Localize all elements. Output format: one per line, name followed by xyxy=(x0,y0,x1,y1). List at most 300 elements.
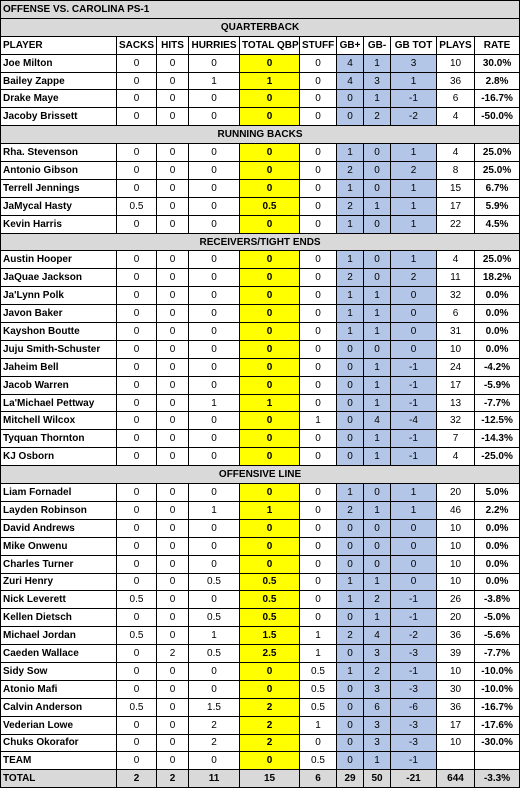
stuff-cell: 0 xyxy=(300,448,337,466)
hits-cell: 0 xyxy=(157,555,189,573)
gb-plus-cell: 2 xyxy=(337,197,364,215)
table-row xyxy=(1,555,520,573)
total-qbp-cell: 0 xyxy=(240,519,300,537)
hits-cell: 0 xyxy=(157,519,189,537)
gb-plus-cell: 1 xyxy=(337,179,364,197)
total-qbp-cell: TOTAL QBP xyxy=(240,36,300,54)
total-qbp-cell: 0 xyxy=(240,448,300,466)
rate-cell: -25.0% xyxy=(475,448,520,466)
player-cell: JaQuae Jackson xyxy=(1,269,117,287)
gb-plus-cell: 1 xyxy=(337,251,364,269)
hits-cell: 0 xyxy=(157,54,189,72)
gb-minus-cell: 4 xyxy=(364,412,391,430)
stuff-cell: 0 xyxy=(300,537,337,555)
hits-cell: 0 xyxy=(157,501,189,519)
gb-plus-cell: 0 xyxy=(337,394,364,412)
stuff-cell: 0 xyxy=(300,305,337,323)
plays-cell: 7 xyxy=(437,430,475,448)
gb-plus-cell: 2 xyxy=(337,627,364,645)
hurries-cell: 0 xyxy=(189,144,240,162)
gb-plus-cell: 1 xyxy=(337,144,364,162)
gb-minus-cell: 2 xyxy=(364,108,391,126)
stuff-cell: 0 xyxy=(300,430,337,448)
stuff-cell: 0.5 xyxy=(300,680,337,698)
sacks-cell: 0.5 xyxy=(117,627,157,645)
gb-minus-cell: 0 xyxy=(364,537,391,555)
sacks-cell: 0 xyxy=(117,716,157,734)
plays-cell: 30 xyxy=(437,680,475,698)
gb-minus-cell: 1 xyxy=(364,501,391,519)
gb-minus-cell: 1 xyxy=(364,54,391,72)
plays-cell: 20 xyxy=(437,609,475,627)
hits-cell: 0 xyxy=(157,412,189,430)
hits-cell: 0 xyxy=(157,305,189,323)
player-cell: JaMycal Hasty xyxy=(1,197,117,215)
total-qbp-cell: 1 xyxy=(240,72,300,90)
plays-cell: 10 xyxy=(437,519,475,537)
sacks-cell: 0 xyxy=(117,162,157,180)
gb-minus-cell: 3 xyxy=(364,645,391,663)
plays-cell: 32 xyxy=(437,412,475,430)
hits-cell: 0 xyxy=(157,287,189,305)
plays-cell: 10 xyxy=(437,340,475,358)
table-row xyxy=(1,144,520,162)
plays-cell: 32 xyxy=(437,287,475,305)
hurries-cell: 2 xyxy=(189,734,240,752)
sacks-cell: 0 xyxy=(117,519,157,537)
rate-cell: 4.5% xyxy=(475,215,520,233)
player-cell: Bailey Zappe xyxy=(1,72,117,90)
table-row xyxy=(1,680,520,698)
hits-cell: 0 xyxy=(157,537,189,555)
stuff-cell: 0 xyxy=(300,358,337,376)
hurries-cell: 1.5 xyxy=(189,698,240,716)
total-qbp-cell: 0 xyxy=(240,340,300,358)
rate-cell: 0.0% xyxy=(475,323,520,341)
rate-cell: -7.7% xyxy=(475,645,520,663)
gb-minus-cell: 3 xyxy=(364,680,391,698)
rate-cell: -17.6% xyxy=(475,716,520,734)
hits-cell: 2 xyxy=(157,770,189,788)
gb-minus-cell: 0 xyxy=(364,144,391,162)
table-row xyxy=(1,179,520,197)
table-row xyxy=(1,645,520,663)
total-qbp-cell: 0 xyxy=(240,305,300,323)
player-cell: TOTAL xyxy=(1,770,117,788)
total-qbp-cell: 1.5 xyxy=(240,627,300,645)
gb-plus-cell: 1 xyxy=(337,323,364,341)
hurries-cell: 0 xyxy=(189,430,240,448)
sacks-cell: 0 xyxy=(117,54,157,72)
sacks-cell: 0 xyxy=(117,448,157,466)
plays-cell: 39 xyxy=(437,645,475,663)
gb-plus-cell: 0 xyxy=(337,519,364,537)
hits-cell: 0 xyxy=(157,609,189,627)
sacks-cell: 0 xyxy=(117,662,157,680)
player-cell: Chuks Okorafor xyxy=(1,734,117,752)
rate-cell: 30.0% xyxy=(475,54,520,72)
gb-tot-cell: -1 xyxy=(391,430,437,448)
player-cell: Kevin Harris xyxy=(1,215,117,233)
table-row xyxy=(1,627,520,645)
gb-tot-cell: 1 xyxy=(391,72,437,90)
hurries-cell: 0.5 xyxy=(189,573,240,591)
section-title: RECEIVERS/TIGHT ENDS xyxy=(1,233,520,251)
gb-tot-cell: -1 xyxy=(391,609,437,627)
column-header-row xyxy=(1,36,520,54)
hurries-cell: 0 xyxy=(189,323,240,341)
sacks-cell: 0 xyxy=(117,269,157,287)
gb-plus-cell: 0 xyxy=(337,609,364,627)
sacks-cell: 0 xyxy=(117,680,157,698)
plays-cell: 31 xyxy=(437,323,475,341)
player-cell: Jacob Warren xyxy=(1,376,117,394)
gb-tot-cell: -1 xyxy=(391,662,437,680)
total-qbp-cell: 0 xyxy=(240,215,300,233)
gb-plus-cell: 0 xyxy=(337,645,364,663)
gb-minus-cell: 0 xyxy=(364,484,391,502)
table-row xyxy=(1,215,520,233)
gb-minus-cell: 1 xyxy=(364,358,391,376)
total-qbp-cell: 0 xyxy=(240,680,300,698)
hurries-cell: 0 xyxy=(189,358,240,376)
table-row xyxy=(1,323,520,341)
gb-plus-cell: 2 xyxy=(337,501,364,519)
total-qbp-cell: 0.5 xyxy=(240,591,300,609)
gb-minus-cell: 0 xyxy=(364,340,391,358)
player-cell: Ja'Lynn Polk xyxy=(1,287,117,305)
hurries-cell: 0 xyxy=(189,287,240,305)
player-cell: Kayshon Boutte xyxy=(1,323,117,341)
player-cell: Austin Hooper xyxy=(1,251,117,269)
gb-minus-cell: 2 xyxy=(364,591,391,609)
hurries-cell: 1 xyxy=(189,72,240,90)
stuff-cell: 1 xyxy=(300,645,337,663)
plays-cell: 36 xyxy=(437,627,475,645)
rate-cell: -10.0% xyxy=(475,662,520,680)
stuff-cell: 0 xyxy=(300,54,337,72)
table-row xyxy=(1,537,520,555)
rate-cell: 6.7% xyxy=(475,179,520,197)
total-qbp-cell: 0 xyxy=(240,430,300,448)
sacks-cell: 0 xyxy=(117,537,157,555)
rate-cell: 0.0% xyxy=(475,537,520,555)
plays-cell: 4 xyxy=(437,448,475,466)
player-cell: Antonio Gibson xyxy=(1,162,117,180)
plays-cell: 17 xyxy=(437,197,475,215)
table-row xyxy=(1,609,520,627)
gb-plus-cell: 0 xyxy=(337,716,364,734)
stuff-cell: 0 xyxy=(300,376,337,394)
plays-cell: 4 xyxy=(437,251,475,269)
hurries-cell: 0.5 xyxy=(189,609,240,627)
hits-cell: 0 xyxy=(157,716,189,734)
gb-tot-cell: -6 xyxy=(391,698,437,716)
gb-plus-cell: 0 xyxy=(337,698,364,716)
stuff-cell: 1 xyxy=(300,627,337,645)
player-cell: Terrell Jennings xyxy=(1,179,117,197)
sacks-cell: 0 xyxy=(117,144,157,162)
gb-tot-cell: -3 xyxy=(391,734,437,752)
rate-cell: -16.7% xyxy=(475,698,520,716)
gb-plus-cell: 29 xyxy=(337,770,364,788)
gb-tot-cell: 1 xyxy=(391,197,437,215)
gb-minus-cell: 3 xyxy=(364,72,391,90)
gb-tot-cell: 0 xyxy=(391,323,437,341)
plays-cell: 22 xyxy=(437,215,475,233)
sacks-cell: 0 xyxy=(117,484,157,502)
stuff-cell: 0 xyxy=(300,287,337,305)
total-qbp-cell: 0 xyxy=(240,108,300,126)
hits-cell: 0 xyxy=(157,144,189,162)
player-cell: Zuri Henry xyxy=(1,573,117,591)
hurries-cell: 0 xyxy=(189,215,240,233)
plays-cell: 8 xyxy=(437,162,475,180)
sheet-title: OFFENSE VS. CAROLINA PS-1 xyxy=(1,1,520,19)
gb-plus-cell: 1 xyxy=(337,573,364,591)
gb-plus-cell: 0 xyxy=(337,340,364,358)
plays-cell: 4 xyxy=(437,108,475,126)
sacks-cell: 0 xyxy=(117,90,157,108)
rate-cell: 5.9% xyxy=(475,197,520,215)
hurries-cell: 1 xyxy=(189,501,240,519)
rate-cell: -5.9% xyxy=(475,376,520,394)
hurries-cell: 0 xyxy=(189,376,240,394)
table-row xyxy=(1,287,520,305)
total-row xyxy=(1,770,520,788)
gb-minus-cell: 1 xyxy=(364,752,391,770)
rate-cell: -30.0% xyxy=(475,734,520,752)
rate-cell: -12.5% xyxy=(475,412,520,430)
table-row xyxy=(1,197,520,215)
table-row xyxy=(1,734,520,752)
stuff-cell: 0 xyxy=(300,197,337,215)
stuff-cell: 0 xyxy=(300,734,337,752)
hurries-cell: 0 xyxy=(189,555,240,573)
gb-tot-cell: 3 xyxy=(391,54,437,72)
gb-tot-cell: -1 xyxy=(391,358,437,376)
table-row xyxy=(1,394,520,412)
table-row xyxy=(1,376,520,394)
gb-plus-cell: 1 xyxy=(337,215,364,233)
hurries-cell: 0 xyxy=(189,448,240,466)
gb-tot-cell: 0 xyxy=(391,287,437,305)
hits-cell: 0 xyxy=(157,680,189,698)
player-cell: Vederian Lowe xyxy=(1,716,117,734)
gb-minus-cell: 1 xyxy=(364,323,391,341)
player-cell: Javon Baker xyxy=(1,305,117,323)
stuff-cell: 0 xyxy=(300,323,337,341)
rate-cell: 0.0% xyxy=(475,555,520,573)
sacks-cell: SACKS xyxy=(117,36,157,54)
gb-minus-cell: 1 xyxy=(364,394,391,412)
gb-minus-cell: 4 xyxy=(364,627,391,645)
sacks-cell: 0 xyxy=(117,179,157,197)
rate-cell: 0.0% xyxy=(475,305,520,323)
section-header xyxy=(1,233,520,251)
hurries-cell: 0 xyxy=(189,251,240,269)
gb-minus-cell: 2 xyxy=(364,662,391,680)
table-row xyxy=(1,591,520,609)
plays-cell: 10 xyxy=(437,537,475,555)
stuff-cell: STUFF xyxy=(300,36,337,54)
stuff-cell: 0 xyxy=(300,72,337,90)
total-qbp-cell: 2.5 xyxy=(240,645,300,663)
section-header xyxy=(1,466,520,484)
stuff-cell: 0.5 xyxy=(300,698,337,716)
gb-plus-cell: 1 xyxy=(337,305,364,323)
plays-cell: 10 xyxy=(437,734,475,752)
rate-cell: 0.0% xyxy=(475,573,520,591)
gb-tot-cell: 1 xyxy=(391,251,437,269)
gb-minus-cell: 1 xyxy=(364,430,391,448)
gb-minus-cell: 1 xyxy=(364,609,391,627)
total-qbp-cell: 1 xyxy=(240,394,300,412)
gb-minus-cell: 1 xyxy=(364,573,391,591)
hits-cell: 0 xyxy=(157,90,189,108)
hits-cell: 0 xyxy=(157,448,189,466)
gb-tot-cell: -2 xyxy=(391,627,437,645)
gb-plus-cell: 0 xyxy=(337,90,364,108)
gb-tot-cell: 1 xyxy=(391,484,437,502)
table-row xyxy=(1,484,520,502)
plays-cell: 17 xyxy=(437,716,475,734)
hits-cell: 0 xyxy=(157,179,189,197)
stuff-cell: 0 xyxy=(300,179,337,197)
gb-minus-cell: 0 xyxy=(364,179,391,197)
rate-cell: -4.2% xyxy=(475,358,520,376)
sacks-cell: 0.5 xyxy=(117,591,157,609)
player-cell: Liam Fornadel xyxy=(1,484,117,502)
total-qbp-cell: 0 xyxy=(240,269,300,287)
rate-cell: -3.8% xyxy=(475,591,520,609)
total-qbp-cell: 0.5 xyxy=(240,609,300,627)
rate-cell xyxy=(475,752,520,770)
sacks-cell: 0.5 xyxy=(117,698,157,716)
hits-cell: 0 xyxy=(157,340,189,358)
sacks-cell: 0 xyxy=(117,340,157,358)
sacks-cell: 0 xyxy=(117,376,157,394)
plays-cell: 11 xyxy=(437,269,475,287)
rate-cell: -14.3% xyxy=(475,430,520,448)
gb-minus-cell: 0 xyxy=(364,269,391,287)
section-header xyxy=(1,126,520,144)
hits-cell: 0 xyxy=(157,698,189,716)
rate-cell: 25.0% xyxy=(475,162,520,180)
table-row xyxy=(1,251,520,269)
stuff-cell: 1 xyxy=(300,412,337,430)
gb-tot-cell: 0 xyxy=(391,340,437,358)
total-qbp-cell: 0 xyxy=(240,287,300,305)
gb-plus-cell: 0 xyxy=(337,680,364,698)
gb-plus-cell: 2 xyxy=(337,162,364,180)
stuff-cell: 0 xyxy=(300,555,337,573)
sacks-cell: 0 xyxy=(117,358,157,376)
title-row xyxy=(1,1,520,19)
hurries-cell: 0 xyxy=(189,752,240,770)
player-cell: Calvin Anderson xyxy=(1,698,117,716)
gb-minus-cell: 0 xyxy=(364,519,391,537)
gb-tot-cell: 0 xyxy=(391,555,437,573)
player-cell: Drake Maye xyxy=(1,90,117,108)
sacks-cell: 0 xyxy=(117,412,157,430)
plays-cell: 24 xyxy=(437,358,475,376)
gb-plus-cell: 4 xyxy=(337,54,364,72)
rate-cell: 5.0% xyxy=(475,484,520,502)
table-row xyxy=(1,90,520,108)
stuff-cell: 0 xyxy=(300,573,337,591)
sacks-cell: 0 xyxy=(117,108,157,126)
gb-minus-cell: 1 xyxy=(364,305,391,323)
stuff-cell: 0 xyxy=(300,591,337,609)
gb-tot-cell: 0 xyxy=(391,305,437,323)
gb-minus-cell: 1 xyxy=(364,376,391,394)
plays-cell: 15 xyxy=(437,179,475,197)
gb-minus-cell: 50 xyxy=(364,770,391,788)
player-cell: PLAYER xyxy=(1,36,117,54)
total-qbp-cell: 0 xyxy=(240,555,300,573)
table-row xyxy=(1,108,520,126)
gb-plus-cell: 2 xyxy=(337,269,364,287)
stuff-cell: 0 xyxy=(300,162,337,180)
gb-tot-cell: 2 xyxy=(391,162,437,180)
player-cell: Joe Milton xyxy=(1,54,117,72)
player-cell: KJ Osborn xyxy=(1,448,117,466)
hits-cell: HITS xyxy=(157,36,189,54)
stuff-cell: 0 xyxy=(300,501,337,519)
gb-tot-cell: 1 xyxy=(391,179,437,197)
hits-cell: 2 xyxy=(157,645,189,663)
gb-tot-cell: -1 xyxy=(391,752,437,770)
plays-cell: 17 xyxy=(437,376,475,394)
hurries-cell: 0 xyxy=(189,340,240,358)
total-qbp-cell: 1 xyxy=(240,501,300,519)
gb-tot-cell: 0 xyxy=(391,537,437,555)
table-row xyxy=(1,269,520,287)
total-qbp-cell: 0 xyxy=(240,662,300,680)
rate-cell: -50.0% xyxy=(475,108,520,126)
player-cell: Jacoby Brissett xyxy=(1,108,117,126)
gb-plus-cell: 0 xyxy=(337,108,364,126)
total-qbp-cell: 0 xyxy=(240,90,300,108)
gb-plus-cell: 0 xyxy=(337,734,364,752)
gb-plus-cell: 0 xyxy=(337,537,364,555)
player-cell: Rha. Stevenson xyxy=(1,144,117,162)
gb-tot-cell: 2 xyxy=(391,269,437,287)
rate-cell: -5.0% xyxy=(475,609,520,627)
sacks-cell: 0 xyxy=(117,215,157,233)
plays-cell: 36 xyxy=(437,72,475,90)
gb-tot-cell: 1 xyxy=(391,144,437,162)
total-qbp-cell: 0 xyxy=(240,752,300,770)
gb-minus-cell: 0 xyxy=(364,555,391,573)
hurries-cell: HURRIES xyxy=(189,36,240,54)
plays-cell: 20 xyxy=(437,484,475,502)
gb-minus-cell: 3 xyxy=(364,734,391,752)
stuff-cell: 0 xyxy=(300,215,337,233)
gb-plus-cell: 1 xyxy=(337,591,364,609)
rate-cell: 18.2% xyxy=(475,269,520,287)
gb-minus-cell: 0 xyxy=(364,251,391,269)
table-row xyxy=(1,305,520,323)
hits-cell: 0 xyxy=(157,358,189,376)
player-cell: Atonio Mafi xyxy=(1,680,117,698)
rate-cell: -5.6% xyxy=(475,627,520,645)
plays-cell: 10 xyxy=(437,662,475,680)
player-cell: TEAM xyxy=(1,752,117,770)
hits-cell: 0 xyxy=(157,215,189,233)
player-cell: Mitchell Wilcox xyxy=(1,412,117,430)
